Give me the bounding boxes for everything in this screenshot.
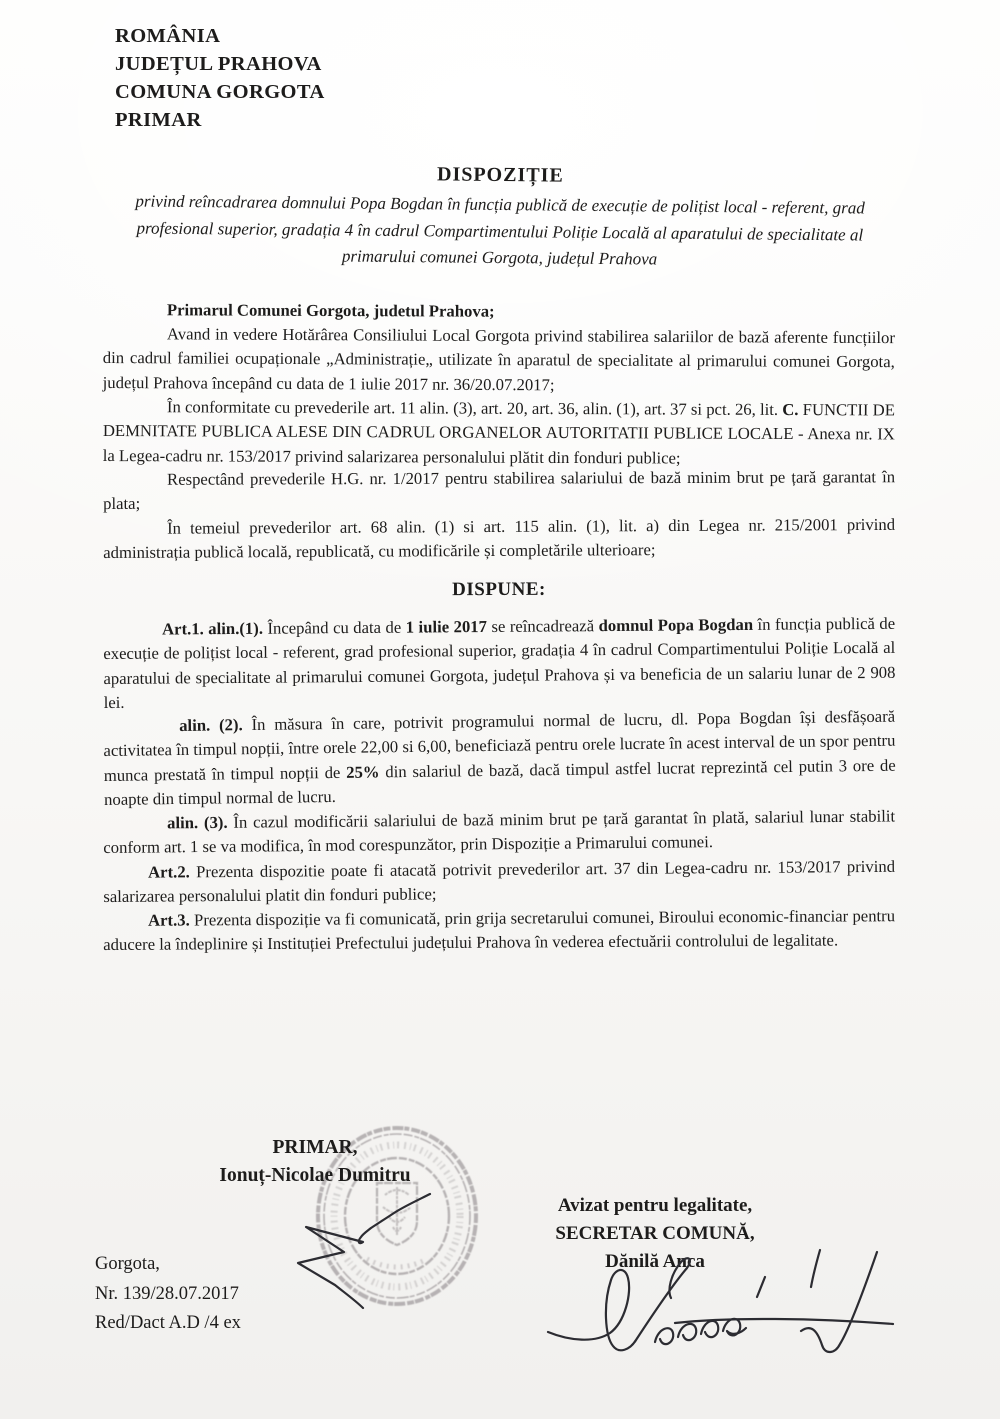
document-subtitle: privind reîncadrarea domnului Popa Bogdan în funcția publică de execuție de polițist local - referent, grad profesional superior, gradația 4 în cadrul Compartimentului Poliție Locală al aparatului de specialitate al primarului comunei Gorgota, județul Prahova	[135, 191, 865, 269]
document-title: DISPOZIȚIE	[436, 163, 564, 187]
title-block	[0, 159, 1000, 276]
paragraph-art1-alin1: Art.1. alin.(1). Începând cu data de 1 iulie 2017 se reîncadrează domnul Popa Bogdan în funcția publică de execuție de polițist local - referent, grad profesional superior, gradația 4 în cadrul Compartimentului Poliție Locală al aparatului de specialitate al primarului comunei Gorgota, județul Prahova și va beneficia de un salariu lunar de 2 908 lei.	[103, 613, 896, 712]
paragraph-alin3: alin. (3). În cazul modificării salariului de bază minim brut pe țară garantat în plată, salariul lunar stabilit conform art. 1 se va modifica, în mod corespunzător, prin Dispoziție a Primarului comunei.	[103, 806, 896, 858]
issue-number: Nr. 139/28.07.2017	[95, 1283, 239, 1304]
paragraph-addressee: Primarul Comunei Gorgota, judetul Prahova;	[166, 300, 495, 321]
paragraph-alin2: alin. (2). În măsura în care, potrivit programului normal de lucru, dl. Popa Bogdan își desfășoară activitatea în timpul nopții, între orele 22,00 si 6,00, beneficiază pentru orele lucrate în acest interval de un spor pentru munca prestată în timpul nopții de 25% din salariul de bază, dacă timpul astfel lucrat reprezintă cel putin 3 ore de noapte din timpul normal de lucru.	[103, 706, 896, 809]
paragraph-art2: Art.2. Prezenta dispozitie poate fi atacată potrivit prevederilor art. 37 din Legea-cadru nr. 153/2017 privind salarizarea personalului platit din fonduri publice;	[103, 856, 896, 906]
letterhead-county: JUDEȚUL PRAHOVA	[115, 53, 322, 75]
letterhead	[115, 22, 325, 134]
issue-place: Gorgota,	[95, 1254, 160, 1274]
letterhead-country: ROMÂNIA	[115, 25, 221, 47]
mayor-signature-ink	[288, 1184, 448, 1314]
paragraph-in-temeiul: În temeiul prevederilor art. 68 alin. (1) si art. 115 alin. (1), lit. a) din Legea nr. 215/2001 privind administrația publică locală, republicată, cu modificările și completările ulterioare;	[103, 514, 896, 562]
dispune-heading: DISPUNE:	[452, 579, 546, 601]
paragraph-in-conformitate: În conformitate cu prevederile art. 11 alin. (3), art. 20, art. 36, alin. (1), art. 37 si pct. 26, lit. C. FUNCTII DE DEMNITATE PUBLICA ALESE DIN CADRUL ORGANELOR AUTORITATII PUBLICE LOCALE - Anexa nr. IX la Legea-cadru nr. 153/2017 privind salarizarea personalului plătit din fonduri publice;	[102, 397, 895, 468]
approval-statement: Avizat pentru legalitate,	[557, 1195, 753, 1216]
mayor-role: PRIMAR,	[272, 1137, 358, 1158]
letterhead-office: PRIMAR	[115, 109, 202, 131]
letterhead-commune: COMUNA GORGOTA	[115, 81, 325, 103]
issue-redaction: Red/Dact A.D /4 ex	[95, 1313, 241, 1333]
secretary-signature-ink	[535, 1238, 905, 1373]
issue-block	[95, 1250, 241, 1339]
secretary-name: Dănilă Anca	[605, 1251, 705, 1272]
paragraph-respectand: Respectând prevederile H.G. nr. 1/2017 pentru stabilirea salariului de bază minim brut pe țară garantat în plata;	[103, 467, 896, 514]
mayor-signature-block	[190, 1134, 440, 1190]
document-body	[103, 298, 895, 958]
mayor-name: Ionuț-Nicolae Dumitru	[219, 1165, 411, 1186]
secretary-role: SECRETAR COMUNĂ,	[555, 1223, 755, 1244]
paragraph-avand-in-vedere: Avand in vedere Hotărârea Consiliului Local Gorgota privind stabilirea salariilor de bază aferente funcțiilor din cadrul familiei ocupaționale „Administrație„ utilizate în aparatul de specialitate al primarului comunei Gorgota, județul Prahova începând cu data de 1 iulie 2017 nr. 36/20.07.2017;	[102, 324, 895, 395]
paragraph-art3: Art.3. Prezenta dispoziție va fi comunicată, prin grija secretarului comunei, Biroului economic-financiar pentru aducere la îndeplinire și Instituției Prefectului județului Prahova în vederea efectuării controlului de legalitate.	[103, 906, 896, 955]
